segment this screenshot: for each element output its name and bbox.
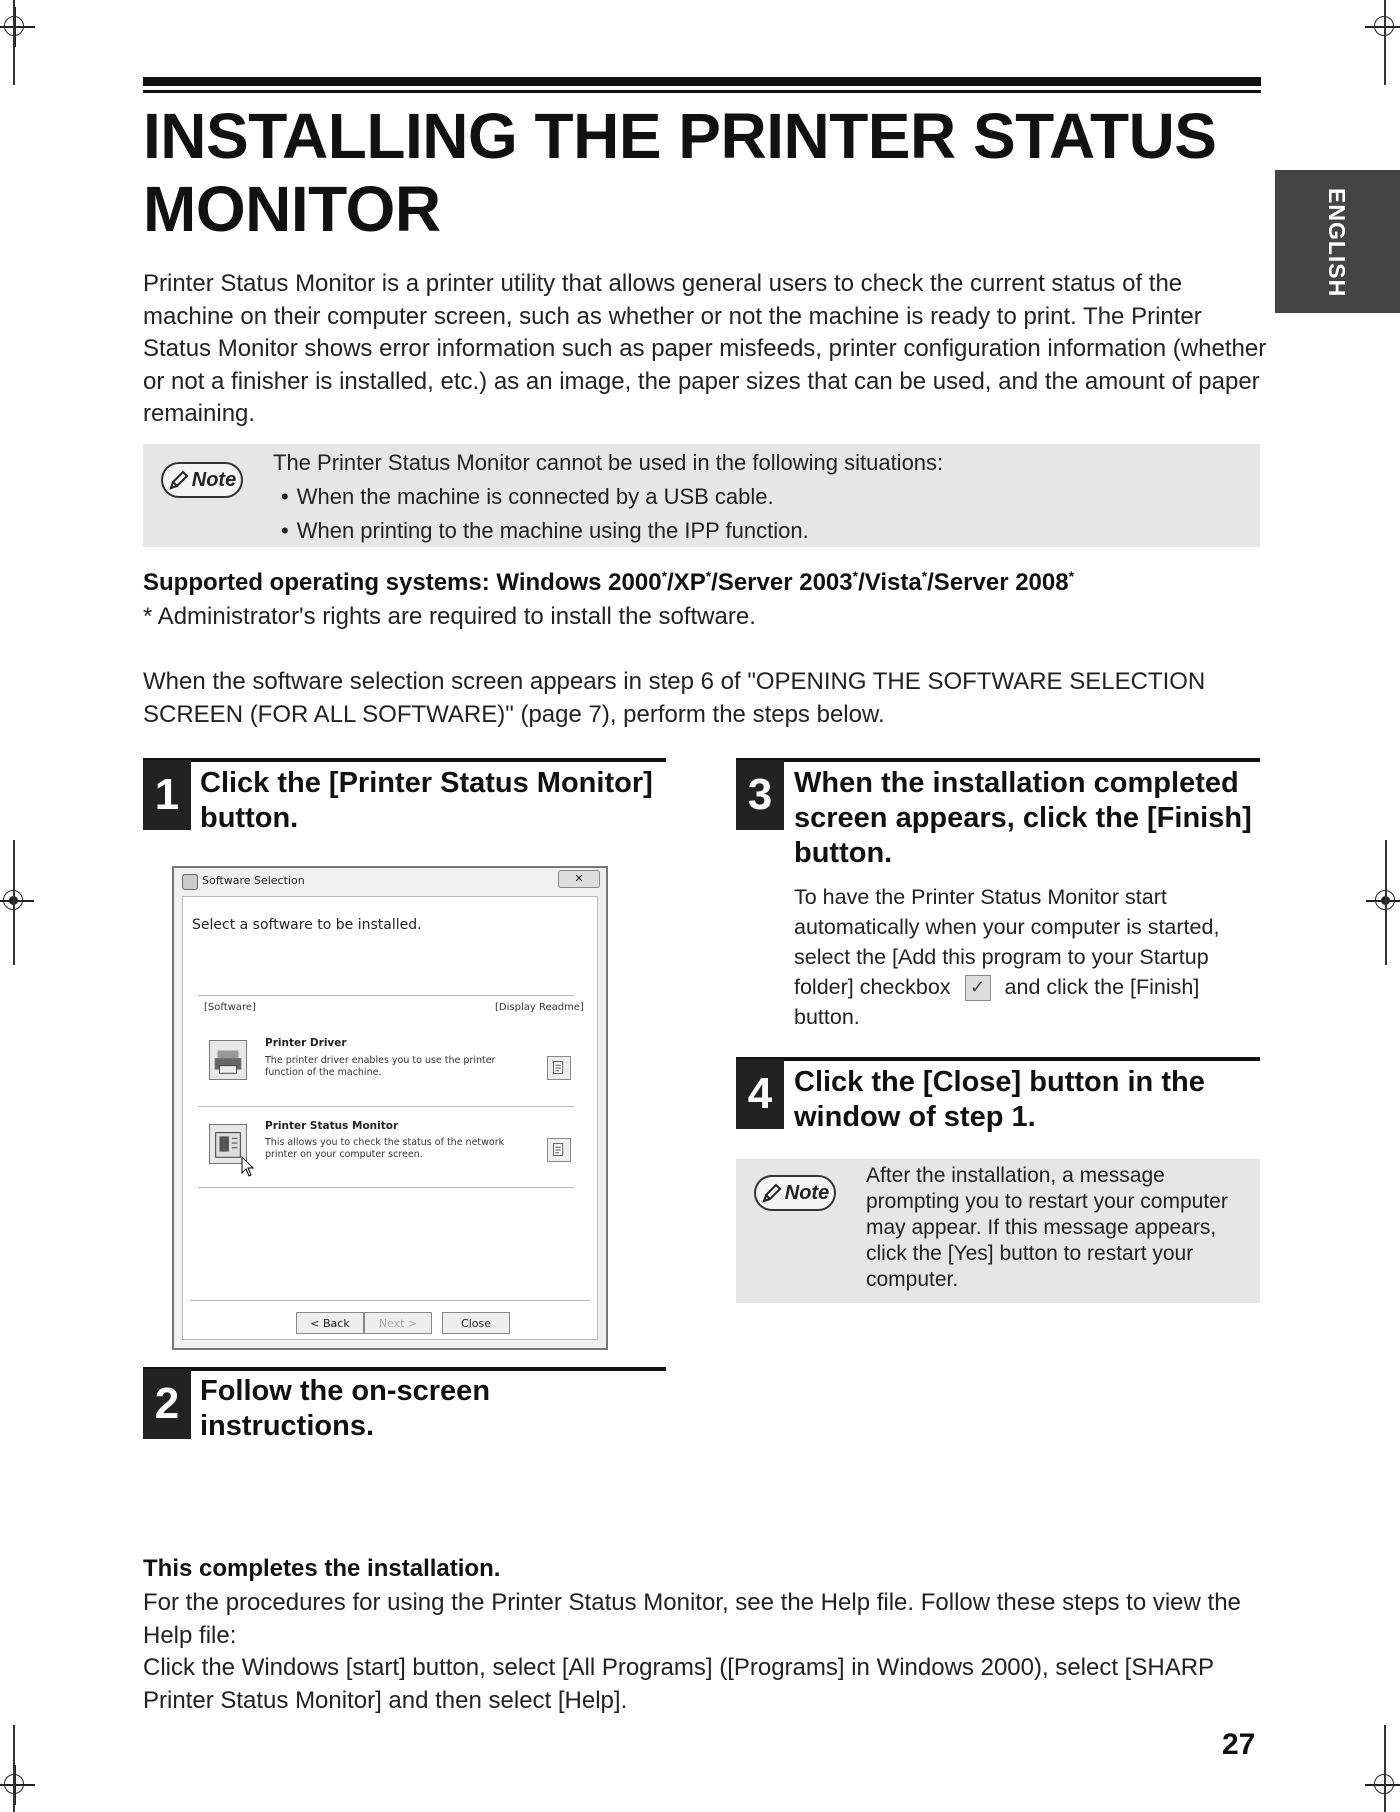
printer-driver-icon[interactable]: [209, 1040, 247, 1080]
back-button[interactable]: < Back: [296, 1312, 364, 1334]
note-list-item: • When the machine is connected by a USB cable.: [273, 480, 1233, 514]
lead-paragraph: When the software selection screen appears in step 6 of "OPENING THE SOFTWARE SELECTION SCREEN (FOR ALL SOFTWARE)" (page 7), perform the steps below.: [143, 668, 1206, 728]
note-badge-label: Note: [784, 1181, 830, 1204]
note-badge-label: Note: [191, 468, 237, 491]
language-tab: [1275, 170, 1400, 313]
status-monitor-name[interactable]: Printer Status Monitor: [265, 1120, 399, 1132]
step-rule: [143, 1367, 666, 1371]
step-rule: [143, 758, 666, 762]
note-box: [736, 1159, 1260, 1303]
registration-mark-bottom-left: [0, 1765, 35, 1805]
app-icon: [182, 874, 198, 890]
step-number: 4: [736, 1059, 784, 1129]
intro-paragraph: Printer Status Monitor is a printer utility that allows general users to check the current status of the machine on their computer screen, such as whether or not the machine is ready to print. The Printer Status Monitor shows error information such as paper misfeeds, printer configuration information (whether or not a finisher is installed, etc.) as an image, the paper sizes that can be used, and the amount of paper remaining.: [143, 270, 1267, 427]
divider: [190, 1300, 590, 1301]
trim-mark: [13, 1725, 15, 1812]
divider: [198, 1106, 574, 1107]
note-text: After the installation, a message prompting you to restart your computer may appear. If this message appears, click the [Yes] button to restart your computer.: [866, 1164, 1228, 1291]
step-title: Click the [Close] button in the window of step 1.: [794, 1066, 1205, 1133]
trim-mark: [13, 840, 15, 965]
step-description: To have the Printer Status Monitor start automatically when your computer is started, select the [Add this program to your Startup folder] checkbox ✓ and click the [Finish] button.: [794, 885, 1220, 1029]
step-title: Follow the on-screen instructions.: [200, 1375, 491, 1442]
dialog-client-area: [182, 896, 598, 1340]
printer-driver-desc: The printer driver enables you to use the printer function of the machine.: [265, 1055, 496, 1078]
step-title: When the installation completed screen appears, click the [Finish] button.: [794, 767, 1252, 869]
header-rule: [143, 77, 1261, 86]
step-number: 2: [143, 1369, 191, 1439]
close-button[interactable]: Close: [442, 1312, 510, 1334]
step-number: 3: [736, 760, 784, 830]
status-monitor-desc: This allows you to check the status of the network printer on your computer screen.: [265, 1137, 505, 1160]
note-badge: [161, 462, 243, 498]
note-list-item: • When printing to the machine using the IPP function.: [273, 514, 1233, 548]
note-badge: [754, 1175, 836, 1211]
note-list: [273, 480, 1233, 548]
trim-mark: [13, 0, 15, 85]
trim-mark: [1384, 0, 1386, 85]
document-icon: [548, 1057, 570, 1079]
next-button[interactable]: Next >: [364, 1312, 432, 1334]
language-tab-label: ENGLISH: [1324, 188, 1350, 298]
readme-column-header: [Display Readme]: [495, 1002, 584, 1013]
completion-text-line: For the procedures for using the Printer Status Monitor, see the Help file. Follow these steps to view the Help file:: [143, 1589, 1241, 1649]
note-lead: The Printer Status Monitor cannot be used in the following situations:: [273, 450, 944, 475]
dialog-titlebar: [174, 868, 606, 896]
registration-mark-top-right: [1365, 7, 1400, 47]
step-title: Click the [Printer Status Monitor] button.: [200, 767, 653, 834]
page-title: INSTALLING THE PRINTER STATUS MONITOR: [143, 100, 1217, 245]
divider: [198, 1187, 574, 1188]
registration-mark-bottom-right: [1365, 1765, 1400, 1805]
readme-button[interactable]: [547, 1056, 571, 1080]
registration-mark-top-left: [0, 7, 35, 47]
page-number: 27: [1222, 1728, 1256, 1761]
software-column-header: [Software]: [204, 1002, 256, 1013]
mouse-cursor-icon: [241, 1156, 255, 1178]
dialog-prompt: Select a software to be installed.: [192, 917, 422, 933]
supported-os-heading: Supported operating systems: Windows 2000*/XP*/Server 2003*/Vista*/Server 2008*: [143, 568, 1075, 596]
header-rule-thin: [143, 90, 1261, 93]
note-text: [273, 446, 1233, 548]
divider: [198, 995, 574, 996]
pencil-icon: [761, 1182, 783, 1204]
software-selection-dialog: [172, 866, 608, 1350]
step-rule: [736, 1057, 1260, 1061]
admin-rights-note: * Administrator's rights are required to install the software.: [143, 603, 756, 630]
completion-heading: This completes the installation.: [143, 1555, 501, 1582]
readme-button[interactable]: [547, 1138, 571, 1162]
registration-mark-mid-right: [1366, 881, 1400, 921]
completion-text-line: Click the Windows [start] button, select [All Programs] ([Programs] in Windows 2000), select [SHARP Printer Status Monitor] and then select [Help].: [143, 1654, 1214, 1714]
dialog-title: Software Selection: [202, 874, 305, 887]
registration-mark-mid-left: [0, 881, 34, 921]
step-rule: [736, 758, 1260, 762]
trim-mark: [1384, 1725, 1386, 1812]
note-box: [143, 444, 1260, 547]
pencil-icon: [168, 469, 190, 491]
document-icon: [548, 1139, 570, 1161]
printer-driver-name[interactable]: Printer Driver: [265, 1037, 347, 1049]
dialog-close-button[interactable]: ✕: [558, 870, 600, 888]
checkbox-icon: ✓: [965, 975, 991, 1001]
step-number: 1: [143, 760, 191, 830]
completion-text: [143, 1587, 1283, 1717]
trim-mark: [1385, 840, 1387, 965]
